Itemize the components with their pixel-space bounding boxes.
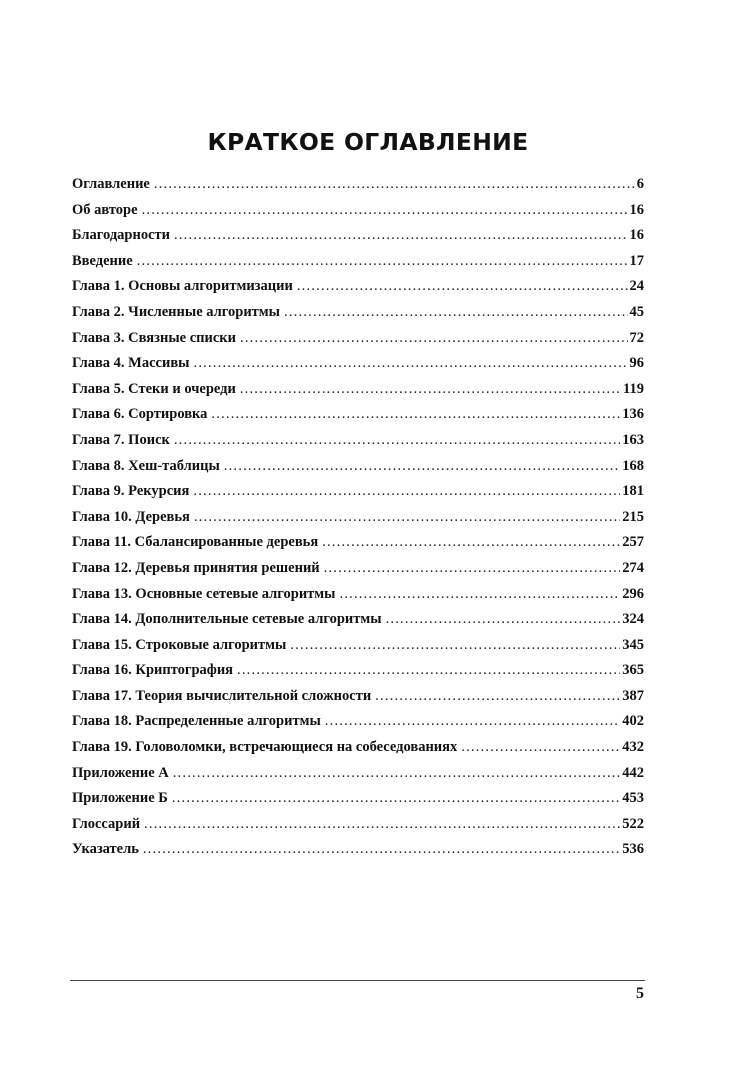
toc-entry[interactable] [72,735,644,761]
toc-entry[interactable] [72,530,644,556]
dot-leader [154,172,635,198]
toc-entry-page: 387 [622,687,644,704]
toc-entry-title: Глава 1. Основы алгоритмизации [72,278,293,295]
toc-entry-page: 119 [623,380,644,397]
toc-entry[interactable] [72,761,644,787]
toc-entry-title: Глава 15. Строковые алгоритмы [72,636,287,653]
toc-entry[interactable] [72,786,644,812]
toc-entry[interactable] [72,326,644,352]
dot-leader [173,761,621,787]
toc-entry[interactable] [72,709,644,735]
toc-entry-page: 181 [622,483,644,500]
toc-entry-title: Глава 8. Хеш-таблицы [72,457,220,474]
dot-leader [194,351,628,377]
dot-leader [137,249,628,275]
toc-entry-page: 257 [622,534,644,551]
toc-entry[interactable] [72,582,644,608]
toc-entry-title: Глава 3. Связные списки [72,329,236,346]
toc-entry-title: Глава 2. Численные алгоритмы [72,303,280,320]
toc-entry-title: Приложение А [72,764,169,781]
toc-entry-page: 432 [622,739,644,756]
page-number: 5 [636,985,644,1002]
toc-entry-page: 6 [636,176,644,192]
toc-entry-title: Указатель [72,841,139,858]
dot-leader [324,556,621,582]
toc-entry-page: 136 [622,406,644,423]
toc-entry[interactable] [72,505,644,531]
toc-entry-page: 72 [629,329,644,346]
toc-entry-page: 453 [622,790,644,807]
toc-entry-page: 296 [622,585,644,602]
toc-entry[interactable] [72,274,644,300]
dot-leader [194,505,620,531]
toc-entry-page: 274 [622,559,644,576]
toc-entry-title: Благодарности [72,227,171,244]
toc-entry[interactable] [72,837,644,863]
toc-entry-title: Глава 4. Массивы [72,355,190,372]
toc-entry[interactable] [72,249,644,275]
toc-entry-title: Оглавление [72,176,150,192]
dot-leader [240,326,628,352]
dot-leader [174,223,627,249]
toc-entry-title: Глава 18. Распределенные алгоритмы [72,713,321,730]
dot-leader [144,812,620,838]
toc-entry-page: 45 [629,303,644,320]
toc-entry-title: Глава 12. Деревья принятия решений [72,559,320,576]
toc-entry[interactable] [72,479,644,505]
dot-leader [211,402,620,428]
dot-leader [290,633,620,659]
dot-leader [142,198,628,224]
dot-leader [386,607,621,633]
dot-leader [224,454,620,480]
toc-entry[interactable] [72,812,644,838]
toc-entry-page: 168 [622,457,644,474]
toc-entry[interactable] [72,556,644,582]
toc-entry-page: 17 [629,252,644,269]
page-title: КРАТКОЕ ОГЛАВЛЕНИЕ [207,127,529,156]
toc-entry-page: 345 [622,636,644,653]
dot-leader [325,709,620,735]
toc-entry-title: Приложение Б [72,790,168,807]
toc-entry-title: Введение [72,252,133,269]
toc-entry-page: 365 [622,662,644,679]
dot-leader [297,274,628,300]
dot-leader [375,684,620,710]
toc-entry-page: 402 [622,713,644,730]
dot-leader [322,530,620,556]
toc-entry-title: Об авторе [72,201,138,218]
toc-entry-title: Глава 19. Головоломки, встречающиеся на собеседованиях [72,739,458,756]
toc-entry[interactable] [72,633,644,659]
toc-entry-title: Глава 10. Деревья [72,508,190,525]
toc-entry-title: Глава 5. Стеки и очереди [72,380,236,397]
toc-entry-page: 522 [622,815,644,832]
dot-leader [237,658,620,684]
toc-entry[interactable] [72,377,644,403]
toc-entry-page: 16 [629,227,644,244]
toc-entry[interactable] [72,684,644,710]
toc-entry-page: 324 [622,611,644,628]
toc-entry[interactable] [72,607,644,633]
toc-entry-title: Глоссарий [72,815,141,832]
toc-entry[interactable] [72,658,644,684]
toc-entry-title: Глава 7. Поиск [72,431,170,448]
toc-entry-title: Глава 14. Дополнительные сетевые алгоритмы [72,611,382,628]
toc-entry-page: 24 [629,278,644,295]
toc-entry-page: 536 [622,841,644,858]
toc-entry-title: Глава 6. Сортировка [72,406,208,423]
toc-entry-page: 442 [622,764,644,781]
toc-entry[interactable] [72,198,644,224]
toc-entry-title: Глава 16. Криптография [72,662,234,679]
table-of-contents [72,172,644,863]
toc-entry-title: Глава 11. Сбалансированные деревья [72,534,319,551]
footer-divider [70,980,645,981]
toc-entry-page: 96 [629,355,644,372]
toc-entry-title: Глава 9. Рекурсия [72,483,190,500]
toc-entry-page: 163 [622,431,644,448]
dot-leader [143,837,620,863]
dot-leader [340,582,621,608]
dot-leader [172,786,620,812]
dot-leader [240,377,621,403]
dot-leader [193,479,620,505]
toc-entry-page: 16 [629,201,644,218]
toc-entry[interactable] [72,300,644,326]
dot-leader [461,735,620,761]
toc-entry[interactable] [72,402,644,428]
toc-entry-title: Глава 13. Основные сетевые алгоритмы [72,585,336,602]
toc-entry[interactable] [72,454,644,480]
dot-leader [174,428,620,454]
toc-entry-page: 215 [622,508,644,525]
toc-entry[interactable] [72,223,644,249]
dot-leader [284,300,628,326]
toc-entry[interactable] [72,172,644,198]
toc-entry[interactable] [72,428,644,454]
toc-entry[interactable] [72,351,644,377]
toc-entry-title: Глава 17. Теория вычислительной сложности [72,687,372,704]
